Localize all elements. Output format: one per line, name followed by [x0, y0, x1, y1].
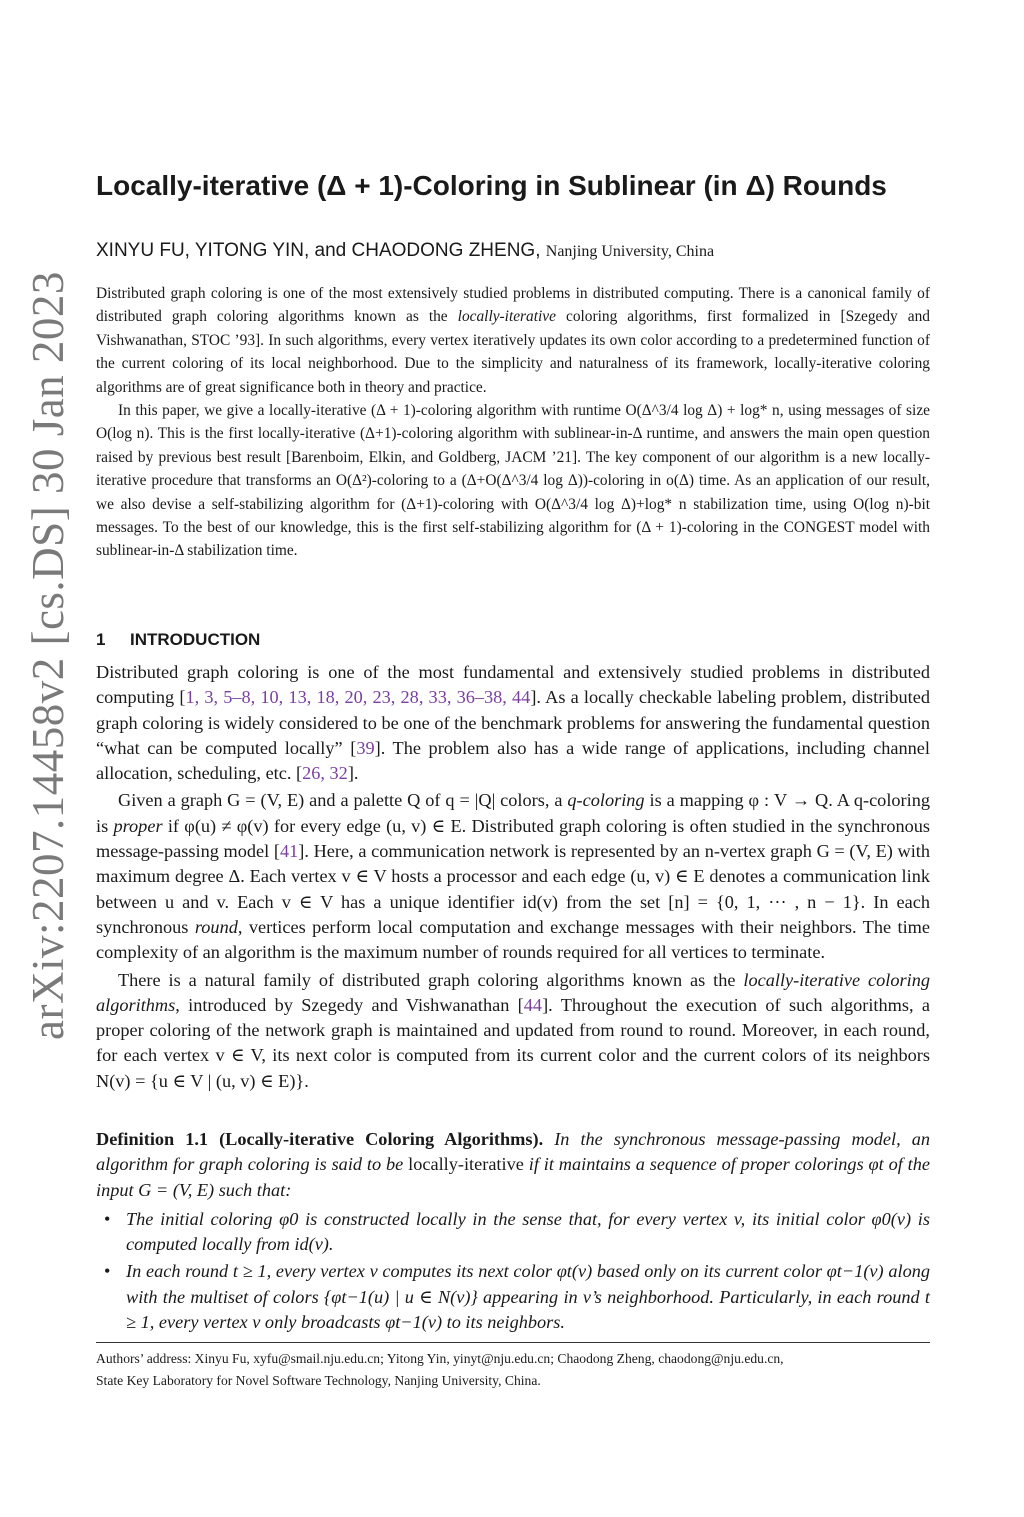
arxiv-identifier: arXiv:2207.14458v2 [cs.DS] 30 Jan 2023	[23, 271, 73, 1040]
citation-link[interactable]: 39	[356, 737, 375, 758]
section-number: 1	[96, 630, 106, 649]
citation-link[interactable]: 44	[523, 994, 543, 1015]
definition-list	[96, 1207, 930, 1335]
footnote-line: State Key Laboratory for Novel Software Technology, Nanjing University, China.	[96, 1373, 541, 1388]
definition-label: Definition 1.1 (Locally-iterative Coloring Algorithms).	[96, 1129, 544, 1149]
list-item: • The initial coloring φ0 is constructed locally in the sense that, for every vertex v, its initial color φ0(v) is computed locally from id(v).	[104, 1208, 930, 1255]
abstract-paragraph-1: Distributed graph coloring is one of the most extensively studied problems in distributed computing. There is a canonical family of distributed graph coloring algorithms known as the locally-iterative coloring algorithms, first formalized in [Szegedy and Vishwanathan, STOC ’93]. In such algorithms, every vertex iteratively updates its own color according to a predetermined function of the current coloring of its local neighborhood. Due to the simplicity and naturalness of its framework, locally-iterative coloring algorithms are of great significance both in theory and practice.	[96, 285, 930, 396]
intro-paragraph-1: Distributed graph coloring is one of the most fundamental and extensively studied problems in distributed computing [1, 3, 5–8, 10, 13, 18, 20, 23, 28, 33, 36–38, 44]. As a locally checkable labeling problem, distributed graph coloring is widely considered to be one of the benchmark problems for answering the fundamental question “what can be computed locally” [39]. The problem also has a wide range of applications, including channel allocation, scheduling, etc. [26, 32].	[96, 662, 931, 784]
bullet-icon: •	[104, 1261, 111, 1282]
citation-link[interactable]: 1, 3, 5–8, 10, 13, 18, 20, 23, 28, 33, 36–38, 44	[185, 687, 531, 708]
footnote-divider	[96, 1342, 930, 1343]
definition-statement: Definition 1.1 (Locally-iterative Coloring Algorithms). In the synchronous message-passing model, an algorithm for graph coloring is said to be locally-iterative if it maintains a sequence of proper colorings φt of the input G = (V, E) such that:	[96, 1129, 931, 1200]
paper-title: Locally-iterative (Δ + 1)-Coloring in Sublinear (in Δ) Rounds	[96, 170, 887, 201]
definition-block	[96, 1127, 930, 1337]
bullet-icon: •	[104, 1208, 111, 1229]
list-item: • In each round t ≥ 1, every vertex v computes its next color φt(v) based only on its current color φt−1(v) along with the multiset of colors {φt−1(u) | u ∈ N(v)} appearing in v’s neighborhood. Particularly, in each round t ≥ 1, every vertex v only broadcasts φt−1(v) to its neighbors.	[104, 1261, 930, 1333]
abstract	[96, 282, 930, 563]
author-names: XINYU FU, YITONG YIN, and CHAODONG ZHENG,	[96, 240, 541, 261]
author-affiliation: Nanjing University, China	[545, 243, 715, 260]
citation-link[interactable]: 41	[279, 841, 299, 862]
author-line	[96, 240, 930, 262]
section-heading	[96, 630, 930, 650]
intro-paragraph-3: There is a natural family of distributed graph coloring algorithms known as the locally-iterative coloring algorithms, introduced by Szegedy and Vishwanathan [44]. Throughout the execution of such algorithms, a proper coloring of the network graph is maintained and updated from round to round. Moreover, in each round, for each vertex v ∈ V, its next color is computed from its current color and the current colors of its neighbors N(v) = {u ∈ V | (u, v) ∈ E)}.	[96, 969, 930, 1091]
abstract-paragraph-2: In this paper, we give a locally-iterative (Δ + 1)-coloring algorithm with runtime O(Δ^3/4 log Δ) + log* n, using messages of size O(log n). This is the first locally-iterative (Δ+1)-coloring algorithm with sublinear-in-Δ runtime, and answers the main open question raised by previous best result [Barenboim, Elkin, and Goldberg, JACM ’21]. The key component of our algorithm is a new locally-iterative procedure that transforms an O(Δ²)-coloring to a (Δ+O(Δ^3/4 log Δ))-coloring in o(Δ) time. As an application of our result, we also devise a self-stabilizing algorithm for (Δ+1)-coloring with O(Δ^3/4 log Δ)+log* n stabilization time, using O(log n)-bit messages. To the best of our knowledge, this is the first self-stabilizing algorithm for (Δ + 1)-coloring in the CONGEST model with sublinear-in-Δ stabilization time.	[96, 402, 930, 560]
intro-paragraph-2: Given a graph G = (V, E) and a palette Q of q = |Q| colors, a q-coloring is a mapping φ : V → Q. A q-coloring is proper if φ(u) ≠ φ(v) for every edge (u, v) ∈ E. Distributed graph coloring is often studied in the synchronous message-passing model [41]. Here, a communication network is represented by an n-vertex graph G = (V, E) with maximum degree Δ. Each vertex v ∈ V hosts a processor and each edge (u, v) ∈ E denotes a communication link between u and v. Each v ∈ V has a unique identifier id(v) from the set [n] = {0, 1, ··· , n − 1}. In each synchronous round, vertices perform local computation and exchange messages with their neighbors. The time complexity of an algorithm is the maximum number of rounds required for all vertices to terminate.	[96, 790, 930, 963]
footnote	[96, 1348, 930, 1392]
footnote-line: Authors’ address: Xinyu Fu, xyfu@smail.nju.edu.cn; Yitong Yin, yinyt@nju.edu.cn; Chaodong Zheng, chaodong@nju.edu.cn,	[96, 1351, 784, 1366]
citation-link[interactable]: 26, 32	[302, 763, 348, 784]
section-title: INTRODUCTION	[130, 630, 261, 649]
introduction-body	[96, 660, 930, 1096]
